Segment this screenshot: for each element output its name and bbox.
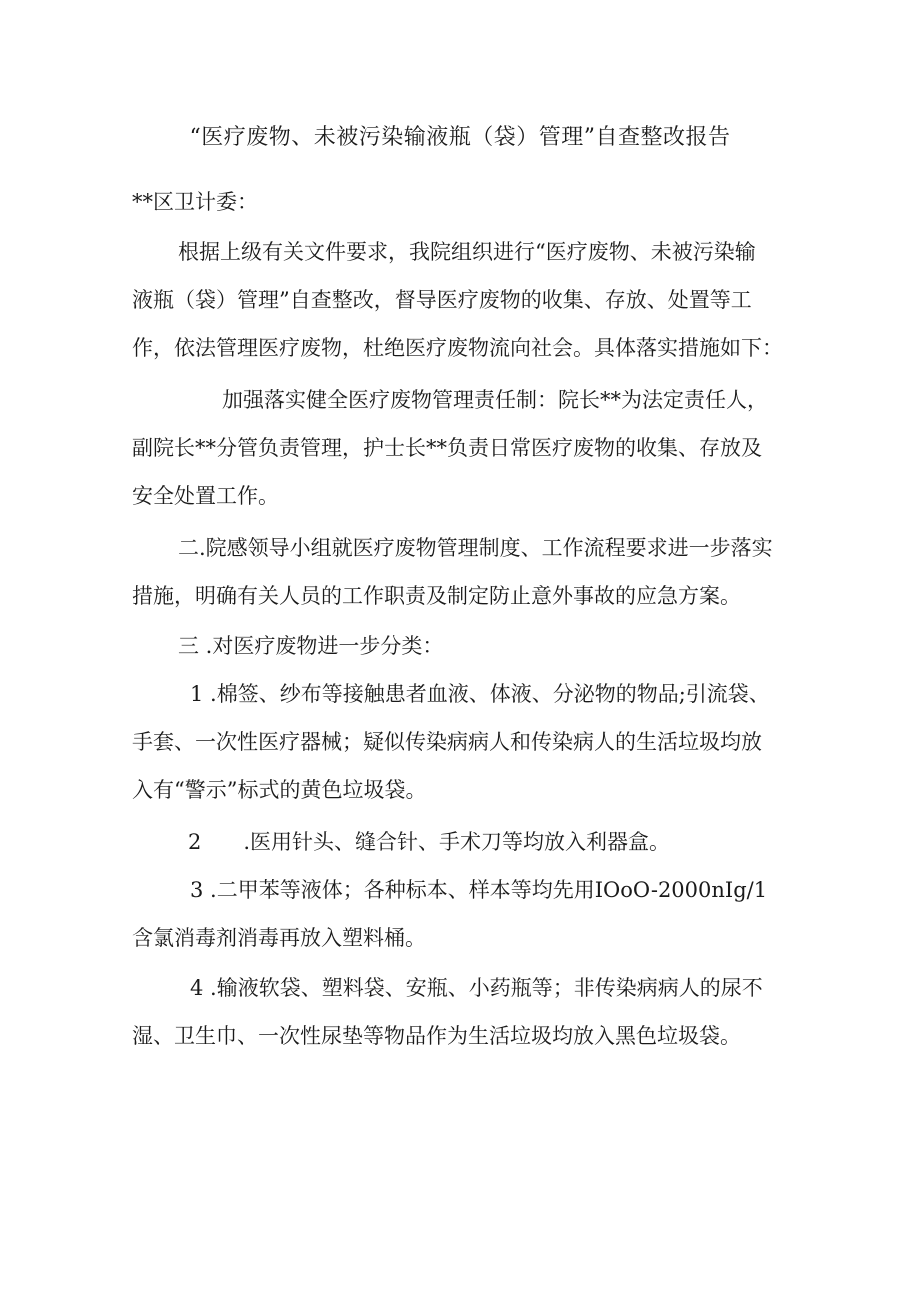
- paragraph-line: 1 .棉签、纱布等接触患者血液、体液、分泌物的物品;引流袋、: [190, 682, 770, 706]
- intro-paragraph: [132, 228, 802, 372]
- paragraph-line: 安全处置工作。: [132, 484, 279, 508]
- paragraph-line: 作，依法管理医疗废物，杜绝医疗废物流向社会。具体落实措施如下：: [132, 336, 783, 360]
- item-1-paragraph: [132, 670, 802, 814]
- paragraph-line: 手套、一次性医疗器械；疑似传染病病人和传染病人的生活垃圾均放: [132, 730, 762, 754]
- paragraph-line: 副院长**分管负责管理，护士长**负责日常医疗废物的收集、存放及: [132, 436, 762, 460]
- paragraph-line: 湿、卫生巾、一次性尿垫等物品作为生活垃圾均放入黑色垃圾袋。: [132, 1024, 741, 1048]
- paragraph-line: 3 .二甲苯等液体；各种标本、样本等均先用IOoO-2000nIg/1: [190, 878, 768, 902]
- section-3-heading: [132, 622, 802, 670]
- item-4-paragraph: [132, 964, 802, 1060]
- paragraph-line: 措施，明确有关人员的工作职责及制定防止意外事故的应急方案。: [132, 584, 741, 608]
- paragraph-line: 液瓶（袋）管理”自查整改，督导医疗废物的收集、存放、处置等工: [132, 288, 752, 312]
- salutation: **区卫计委：: [132, 190, 258, 214]
- paragraph-line: 2 .医用针头、缝合针、手术刀等均放入利器盒。: [188, 830, 671, 854]
- paragraph-line: 二.院感领导小组就医疗废物管理制度、工作流程要求进一步落实: [178, 536, 773, 560]
- section-2-paragraph: [132, 524, 802, 620]
- item-2-paragraph: [132, 818, 802, 866]
- paragraph-line: 4 .输液软袋、塑料袋、安瓶、小药瓶等；非传染病病人的尿不: [190, 976, 763, 1000]
- paragraph-line: 入有“警示”标式的黄色垃圾袋。: [132, 778, 427, 802]
- paragraph-line: 三 .对医疗废物进一步分类：: [178, 634, 444, 658]
- section-1-paragraph: [132, 376, 802, 520]
- item-3-paragraph: [132, 866, 802, 962]
- paragraph-line: 加强落实健全医疗废物管理责任制：院长**为法定责任人，: [222, 388, 768, 412]
- document-title: “医疗废物、未被污染输液瓶（袋）管理”自查整改报告: [189, 125, 731, 150]
- paragraph-line: 含氯消毒剂消毒再放入塑料桶。: [132, 926, 426, 950]
- paragraph-line: 根据上级有关文件要求，我院组织进行“医疗废物、未被污染输: [178, 240, 756, 264]
